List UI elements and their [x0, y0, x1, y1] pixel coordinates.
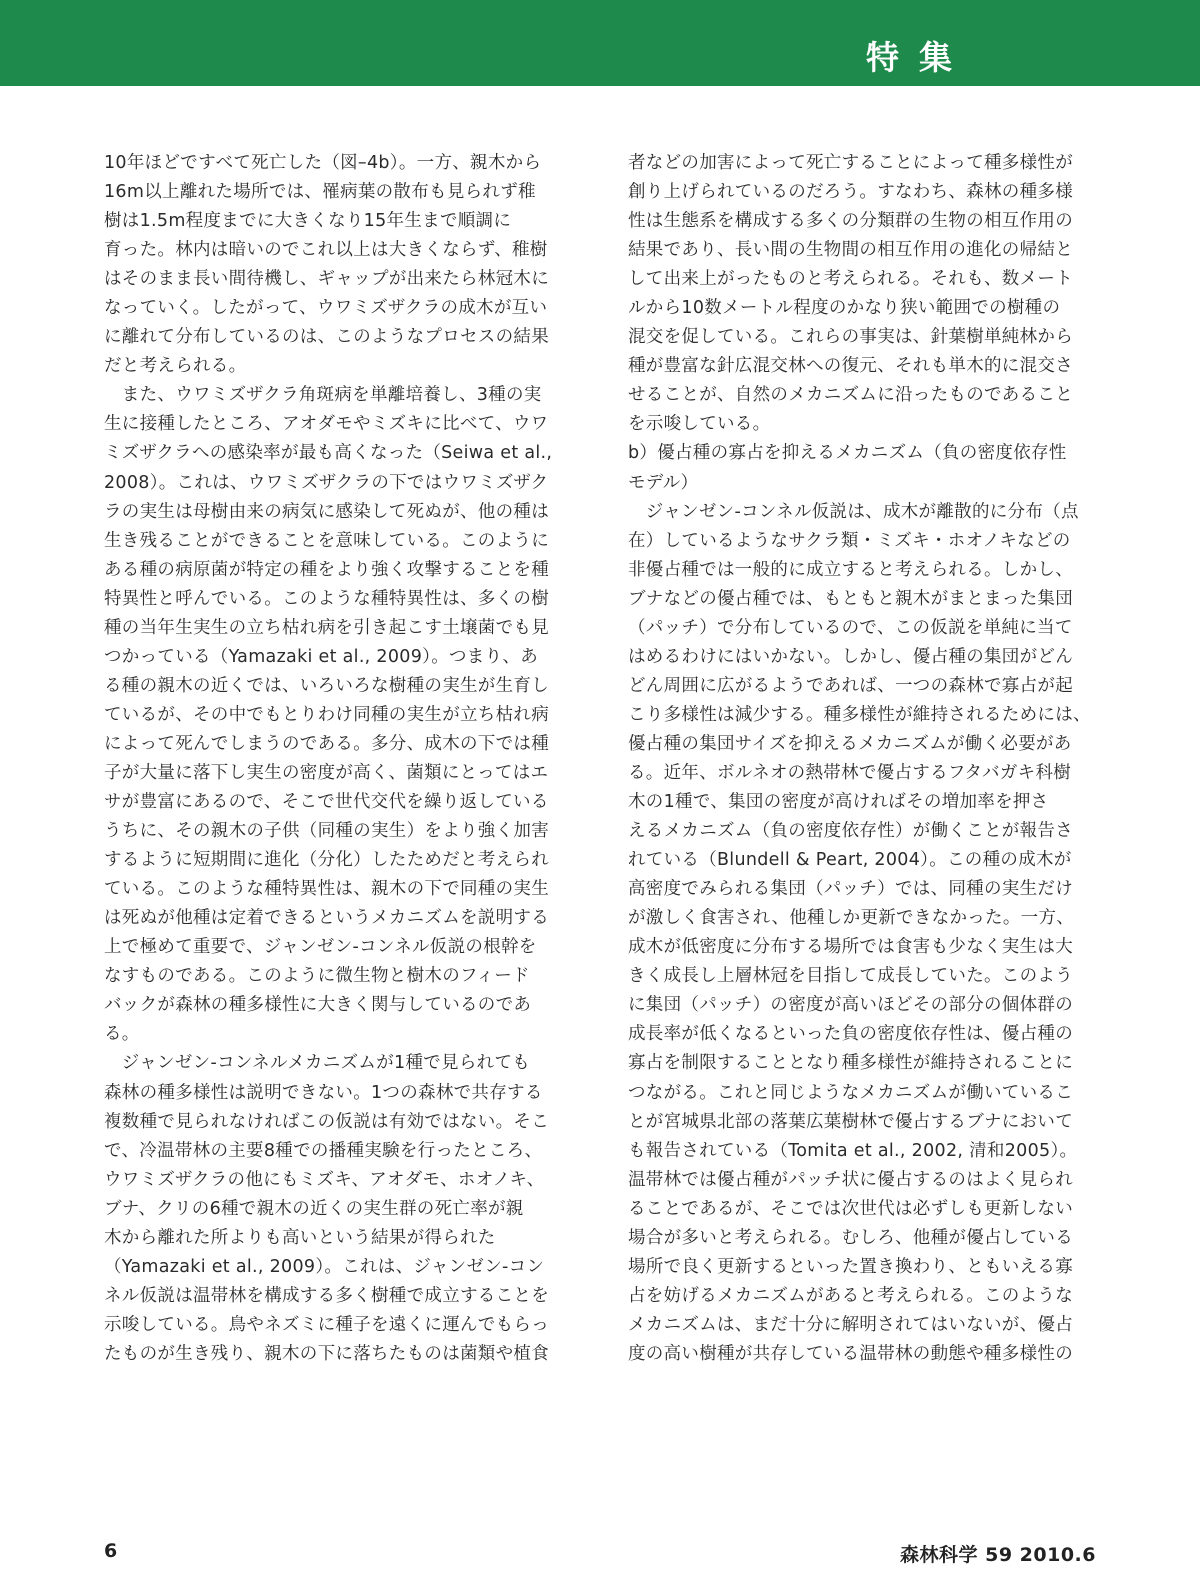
text-line: 種の当年生実生の立ち枯れ病を引き起こす土壌菌でも見: [104, 617, 549, 638]
text-line: は死ぬが他種は定着できるというメカニズムを説明する: [104, 908, 549, 929]
text-line: 特異性と呼んでいる。このような種特異性は、多くの樹: [104, 588, 549, 609]
text-line: 2008）。これは、ウワミズザクラの下ではウワミズザク: [104, 472, 549, 493]
text-line: （Yamazaki et al., 2009）。これは、ジャンゼン‐コン: [104, 1256, 545, 1277]
text-line: つかっている（Yamazaki et al., 2009）。つまり、あ: [104, 646, 538, 667]
text-line: れている（Blundell & Peart, 2004）。この種の成木が: [628, 850, 1072, 871]
text-line: ジャンゼン‐コンネルメカニズムが1種で見られても: [104, 1053, 531, 1074]
text-line: 高密度でみられる集団（パッチ）では、同種の実生だけ: [628, 879, 1073, 900]
text-line: ブナなどの優占種では、もともと親木がまとまった集団: [628, 588, 1073, 609]
text-line: ラの実生は母樹由来の病気に感染して死ぬが、他の種は: [104, 501, 549, 522]
page-number: 6: [104, 1540, 118, 1562]
text-line: 森林の種多様性は説明できない。1つの森林で共存する: [104, 1082, 543, 1103]
text-line: せることが、自然のメカニズムに沿ったものであること: [628, 385, 1073, 406]
text-line: 創り上げられているのだろう。すなわち、森林の種多様: [628, 182, 1073, 203]
text-line: バックが森林の種多様性に大きく関与しているのであ: [104, 995, 532, 1016]
text-line: に集団（パッチ）の密度が高いほどその部分の個体群の: [628, 995, 1073, 1016]
text-line: 場合が多いと考えられる。むしろ、他種が優占している: [628, 1227, 1073, 1248]
text-line: 示唆している。鳥やネズミに種子を遠くに運んでもらっ: [104, 1314, 549, 1335]
text-line: 度の高い樹種が共存している温帯林の動態や種多様性の: [628, 1343, 1073, 1364]
text-line: なすものである。このように微生物と樹木のフィード: [104, 966, 530, 987]
text-line: また、ウワミズザクラ角斑病を単離培養し、3種の実: [104, 385, 542, 406]
text-line: して出来上がったものと考えられる。それも、数メート: [628, 269, 1073, 290]
text-line: ジャンゼン‐コンネル仮説は、成木が離散的に分布（点: [628, 501, 1079, 522]
text-line: はめるわけにはいかない。しかし、優占種の集団がどん: [628, 646, 1073, 667]
text-line: 温帯林では優占種がパッチ状に優占するのはよく見られ: [628, 1169, 1073, 1190]
text-line: （パッチ）で分布しているので、この仮説を単純に当て: [628, 617, 1073, 638]
text-line: するように短期間に進化（分化）したためだと考えられ: [104, 850, 549, 871]
text-line: えるメカニズム（負の密度依存性）が働くことが報告さ: [628, 821, 1073, 842]
text-line: こり多様性は減少する。種多様性が維持されるためには、: [628, 704, 1091, 725]
text-line: なっていく。したがって、ウワミズザクラの成木が互い: [104, 298, 548, 319]
text-line: 生に接種したところ、アオダモやミズキに比べて、ウワ: [104, 414, 549, 435]
text-line: ウワミズザクラの他にもミズキ、アオダモ、ホオノキ、: [104, 1169, 545, 1190]
text-line: はそのまま長い間待機し、ギャップが出来たら林冠木に: [104, 269, 549, 290]
text-line: 性は生態系を構成する多くの分類群の生物の相互作用の: [628, 211, 1073, 232]
text-line: 場所で良く更新するといった置き換わり、ともいえる寡: [628, 1256, 1073, 1277]
text-line: ネル仮説は温帯林を構成する多く樹種で成立することを: [104, 1285, 549, 1306]
text-line: 結果であり、長い間の生物間の相互作用の進化の帰結と: [628, 240, 1073, 261]
journal-citation: 森林科学 59 2010.6: [900, 1544, 1096, 1566]
text-line: で、冷温帯林の主要8種での播種実験を行ったところ、: [104, 1140, 543, 1161]
text-line: どん周囲に広がるようであれば、一つの森林で寡占が起: [628, 675, 1073, 696]
text-line: きく成長し上層林冠を目指して成長していた。このよう: [628, 966, 1073, 987]
text-line: ルから10数メートル程度のかなり狭い範囲での樹種の: [628, 298, 1061, 319]
text-line: つながる。これと同じようなメカニズムが働いているこ: [628, 1082, 1073, 1103]
text-line: る種の親木の近くでは、いろいろな樹種の実生が生育し: [104, 675, 549, 696]
text-line: も報告されている（Tomita et al., 2002, 清和2005）。: [628, 1140, 1078, 1161]
text-line: 樹は1.5m程度までに大きくなり15年生まで順調に: [104, 211, 512, 232]
text-line: る。: [104, 1024, 140, 1045]
text-line: が激しく食害され、他種しか更新できなかった。一方、: [628, 908, 1075, 929]
text-line: 10年ほどですべて死亡した（図–4b）。一方、親木から: [104, 153, 542, 173]
text-line: ある種の病原菌が特定の種をより強く攻撃することを種: [104, 559, 549, 580]
text-line: 者などの加害によって死亡することによって種多様性が: [628, 153, 1073, 173]
text-line: 16m以上離れた場所では、罹病葉の散布も見られず稚: [104, 182, 536, 203]
text-line: 子が大量に落下し実生の密度が高く、菌類にとってはエ: [104, 762, 549, 783]
text-line: ブナ、クリの6種で親木の近くの実生群の死亡率が親: [104, 1198, 524, 1219]
text-line: 上で極めて重要で、ジャンゼン‐コンネル仮説の根幹を: [104, 937, 537, 958]
text-line: る。近年、ボルネオの熱帯林で優占するフタバガキ科樹: [628, 762, 1072, 783]
text-line: 複数種で見られなければこの仮説は有効ではない。そこ: [104, 1111, 549, 1132]
text-line: とが宮城県北部の落葉広葉樹林で優占するブナにおいて: [628, 1111, 1073, 1132]
text-line: ミズザクラへの感染率が最も高くなった（Seiwa et al.,: [104, 443, 553, 464]
right-column: [628, 149, 1100, 1369]
text-line: うちに、その親木の子供（同種の実生）をより強く加害: [104, 821, 549, 842]
text-line: に離れて分布しているのは、このようなプロセスの結果: [104, 327, 549, 348]
text-line: 優占種の集団サイズを抑えるメカニズムが働く必要があ: [628, 733, 1072, 754]
text-line: によって死んでしまうのである。多分、成木の下では種: [104, 733, 549, 754]
text-line: ている。このような種特異性は、親木の下で同種の実生: [104, 879, 549, 900]
text-line: を示唆している。: [628, 414, 771, 435]
text-line: 寡占を制限することとなり種多様性が維持されることに: [628, 1053, 1073, 1074]
text-line: モデル）: [628, 472, 699, 493]
text-line: ることであるが、そこでは次世代は必ずしも更新しない: [628, 1198, 1073, 1219]
text-line: 生き残ることができることを意味している。このように: [104, 530, 549, 551]
text-line: 木から離れた所よりも高いという結果が得られた: [104, 1227, 496, 1248]
text-line: 占を妨げるメカニズムがあると考えられる。このような: [628, 1285, 1073, 1306]
text-line: 木の1種で、集団の密度が高ければその増加率を押さ: [628, 792, 1049, 813]
banner-title: 特集: [866, 38, 972, 77]
text-line: メカニズムは、まだ十分に解明されてはいないが、優占: [628, 1314, 1073, 1335]
text-line: だと考えられる。: [104, 356, 247, 377]
text-line: 混交を促している。これらの事実は、針葉樹単純林から: [628, 327, 1073, 348]
text-line: 在）しているようなサクラ類・ミズキ・ホオノキなどの: [628, 530, 1071, 551]
text-line: 種が豊富な針広混交林への復元、それも単木的に混交さ: [628, 356, 1073, 377]
text-line: 非優占種では一般的に成立すると考えられる。しかし、: [628, 559, 1073, 580]
text-line: ているが、その中でもとりわけ同種の実生が立ち枯れ病: [104, 704, 549, 725]
header-banner: [0, 0, 1200, 86]
text-line: たものが生き残り、親木の下に落ちたものは菌類や植食: [104, 1343, 549, 1364]
text-line: 成長率が低くなるといった負の密度依存性は、優占種の: [628, 1024, 1073, 1045]
text-line: 育った。林内は暗いのでこれ以上は大きくならず、稚樹: [104, 240, 548, 261]
text-line: サが豊富にあるので、そこで世代交代を繰り返している: [104, 792, 549, 813]
text-line: b）優占種の寡占を抑えるメカニズム（負の密度依存性: [628, 443, 1067, 464]
text-line: 成木が低密度に分布する場所では食害も少なく実生は大: [628, 937, 1073, 958]
left-column: [104, 149, 576, 1369]
